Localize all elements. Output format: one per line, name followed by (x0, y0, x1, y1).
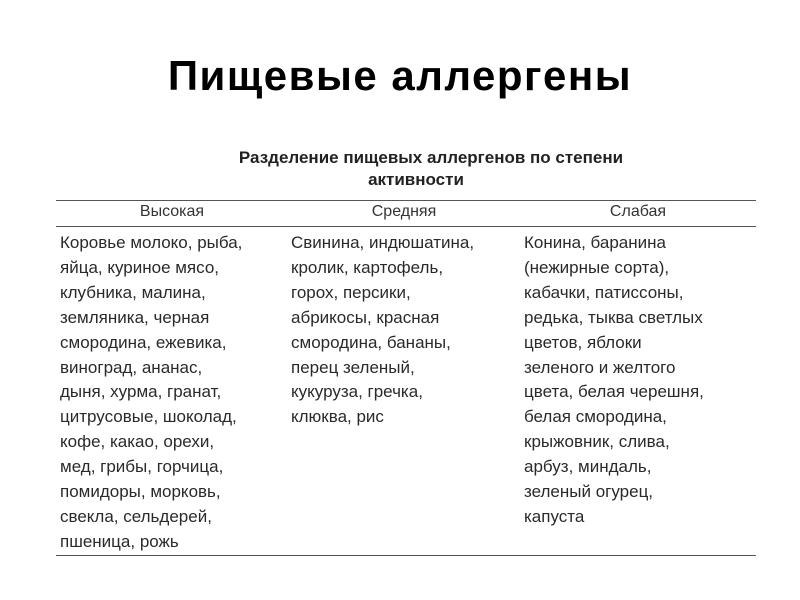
column-header-high: Высокая (139, 203, 205, 220)
cell-line: крыжовник, слива, (524, 432, 670, 452)
cell-line: смородина, ежевика, (60, 332, 227, 352)
column-cell-medium (291, 231, 474, 430)
table-bottom-rule (56, 555, 756, 556)
cell-line: кабачки, патиссоны, (524, 282, 684, 302)
column-cell-low (524, 231, 704, 530)
cell-line: цветов, яблоки (524, 332, 642, 352)
cell-line: цитрусовые, шоколад, (60, 407, 237, 427)
cell-line: яйца, куриное мясо, (60, 257, 220, 277)
cell-line: цвета, белая черешня, (524, 382, 704, 402)
cell-line: смородина, бананы, (291, 332, 451, 352)
cell-line: зеленый огурец, (524, 482, 654, 502)
cell-line: земляника, черная (60, 307, 210, 327)
cell-line: (нежирные сорта), (524, 257, 670, 277)
table-caption-line-2: активности (368, 170, 464, 189)
cell-line: мед, грибы, горчица, (60, 457, 224, 477)
cell-line: белая смородина, (524, 407, 667, 427)
slide-title: Пищевые аллергены (167, 52, 633, 99)
cell-line: кукуруза, гречка, (291, 382, 423, 402)
cell-line: помидоры, морковь, (60, 482, 221, 502)
cell-line: клюква, рис (291, 407, 384, 427)
cell-line: кролик, картофель, (291, 257, 444, 277)
cell-line: пшеница, рожь (60, 531, 179, 551)
cell-line: абрикосы, красная (291, 307, 440, 327)
cell-line: перец зеленый, (291, 357, 415, 377)
cell-line: зеленого и желтого (524, 357, 676, 377)
table-header-rule (56, 226, 756, 227)
cell-line: редька, тыква светлых (524, 307, 703, 327)
cell-line: дыня, хурма, гранат, (60, 382, 222, 402)
column-cell-high (60, 231, 242, 555)
cell-line: Коровье молоко, рыба, (60, 233, 243, 252)
table-caption-line-1: Разделение пищевых аллергенов по степени (238, 148, 624, 167)
cell-line: клубника, малина, (60, 282, 206, 302)
cell-line: свекла, сельдерей, (60, 506, 212, 526)
cell-line: Конина, баранина (524, 233, 666, 252)
cell-line: капуста (524, 506, 585, 526)
table-caption (56, 147, 756, 191)
column-header-low: Слабая (609, 203, 667, 220)
cell-line: кофе, какао, орехи, (60, 432, 215, 452)
cell-line: горох, персики, (291, 282, 411, 302)
cell-line: арбуз, миндаль, (524, 457, 652, 477)
column-header-medium: Средняя (371, 203, 437, 220)
cell-line: Свинина, индюшатина, (291, 233, 475, 252)
cell-line: виноград, ананас, (60, 357, 203, 377)
table-top-rule (56, 200, 756, 201)
